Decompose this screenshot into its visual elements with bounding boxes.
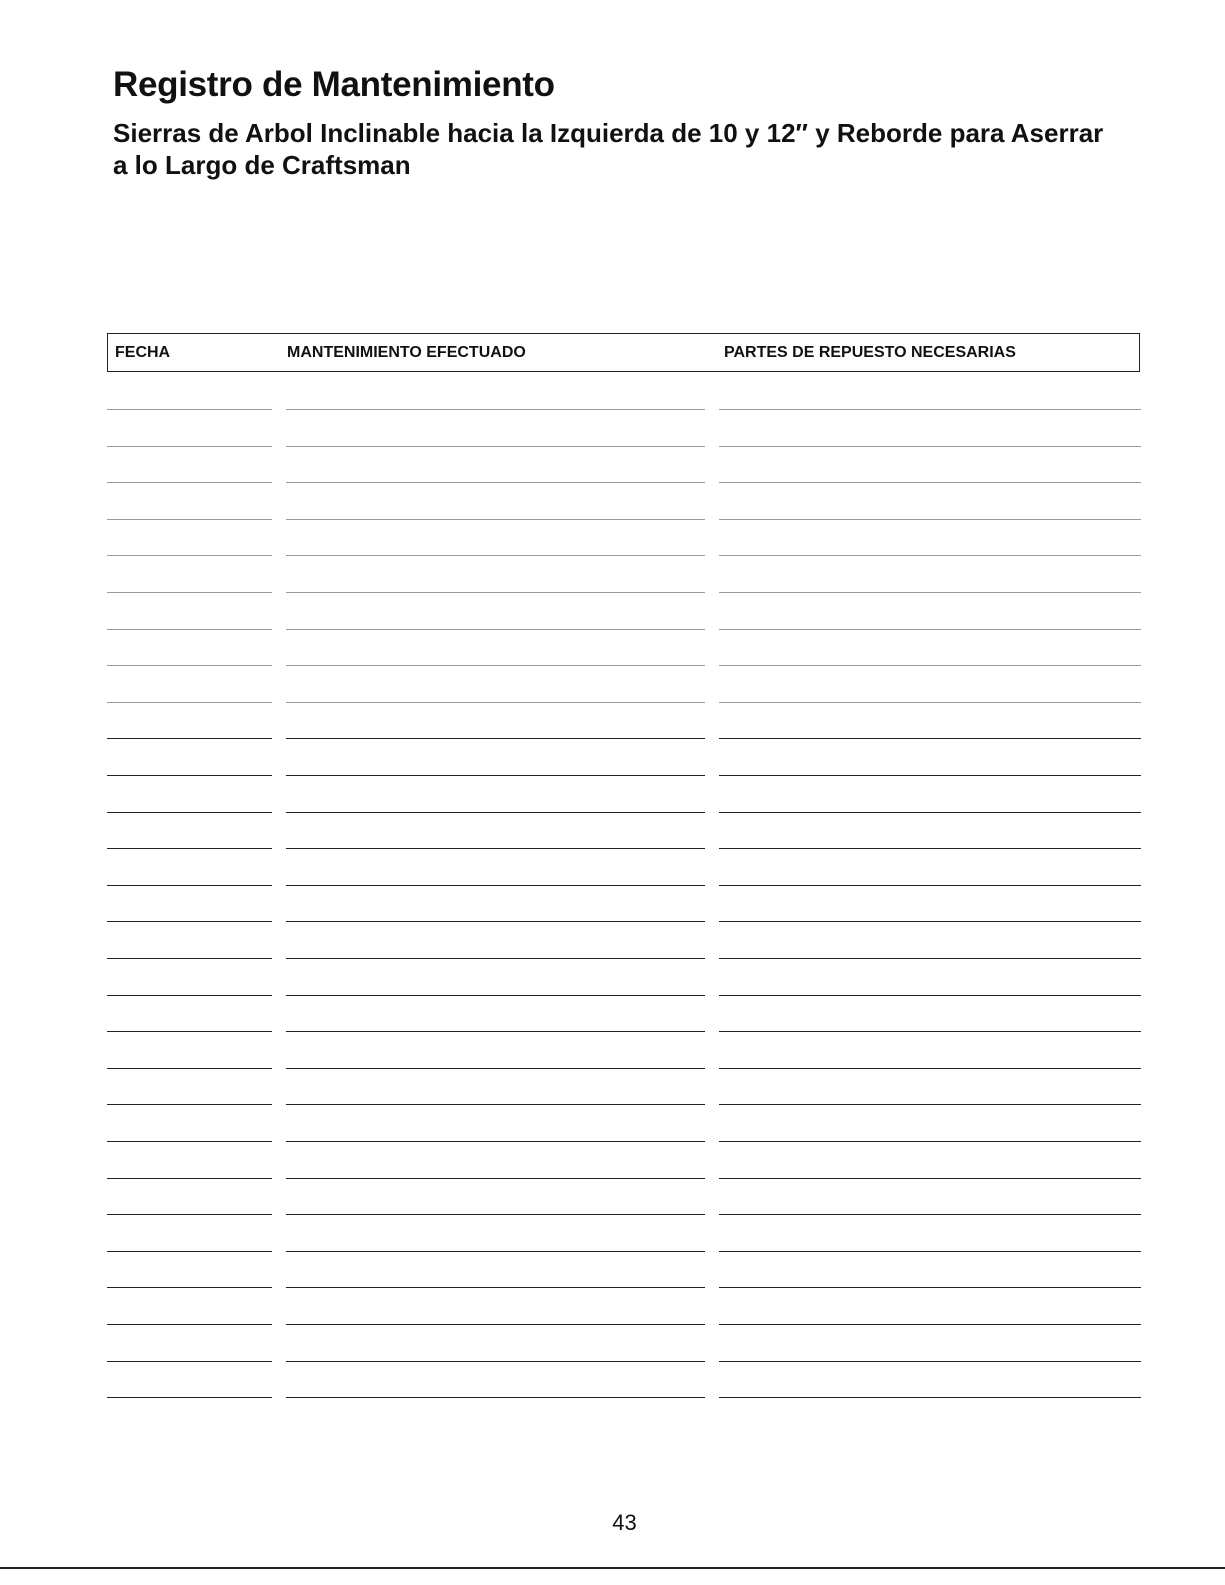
table-row: [0, 1031, 1225, 1032]
blank-field-partes: [719, 1287, 1141, 1288]
table-row: [0, 1214, 1225, 1215]
blank-field-fecha: [107, 812, 272, 813]
blank-field-partes: [719, 921, 1141, 922]
blank-field-mantenimiento: [286, 738, 705, 739]
blank-field-mantenimiento: [286, 1361, 705, 1362]
blank-field-fecha: [107, 1031, 272, 1032]
table-row: [0, 629, 1225, 630]
bottom-divider: [0, 1567, 1225, 1569]
blank-field-partes: [719, 1361, 1141, 1362]
blank-field-partes: [719, 1397, 1141, 1398]
table-row: [0, 1251, 1225, 1252]
blank-field-mantenimiento: [286, 482, 705, 483]
blank-field-partes: [719, 1251, 1141, 1252]
blank-field-partes: [719, 1141, 1141, 1142]
blank-field-mantenimiento: [286, 1214, 705, 1215]
blank-field-fecha: [107, 1251, 272, 1252]
column-header-partes: PARTES DE REPUESTO NECESARIAS: [724, 344, 1016, 361]
blank-field-partes: [719, 409, 1141, 410]
blank-field-partes: [719, 665, 1141, 666]
blank-field-fecha: [107, 1361, 272, 1362]
blank-field-mantenimiento: [286, 1287, 705, 1288]
blank-field-fecha: [107, 775, 272, 776]
blank-field-fecha: [107, 921, 272, 922]
blank-field-fecha: [107, 1287, 272, 1288]
blank-field-partes: [719, 775, 1141, 776]
table-row: [0, 1068, 1225, 1069]
blank-field-partes: [719, 958, 1141, 959]
blank-field-fecha: [107, 1324, 272, 1325]
blank-field-fecha: [107, 1397, 272, 1398]
blank-field-partes: [719, 995, 1141, 996]
blank-field-mantenimiento: [286, 1397, 705, 1398]
blank-field-mantenimiento: [286, 665, 705, 666]
blank-field-mantenimiento: [286, 592, 705, 593]
blank-field-mantenimiento: [286, 921, 705, 922]
table-row: [0, 812, 1225, 813]
table-row: [0, 519, 1225, 520]
blank-field-mantenimiento: [286, 702, 705, 703]
blank-field-partes: [719, 1178, 1141, 1179]
blank-field-fecha: [107, 629, 272, 630]
table-row: [0, 921, 1225, 922]
table-row: [0, 702, 1225, 703]
blank-field-mantenimiento: [286, 995, 705, 996]
table-row: [0, 592, 1225, 593]
column-header-fecha: FECHA: [115, 344, 171, 361]
blank-field-fecha: [107, 446, 272, 447]
blank-field-partes: [719, 848, 1141, 849]
blank-field-mantenimiento: [286, 629, 705, 630]
blank-field-partes: [719, 1104, 1141, 1105]
blank-field-fecha: [107, 1068, 272, 1069]
blank-field-partes: [719, 885, 1141, 886]
blank-field-fecha: [107, 555, 272, 556]
table-row: [0, 995, 1225, 996]
blank-field-mantenimiento: [286, 1141, 705, 1142]
blank-field-partes: [719, 1068, 1141, 1069]
table-row: [0, 482, 1225, 483]
blank-field-partes: [719, 592, 1141, 593]
blank-field-fecha: [107, 409, 272, 410]
table-row: [0, 1397, 1225, 1398]
blank-field-mantenimiento: [286, 1104, 705, 1105]
blank-field-partes: [719, 482, 1141, 483]
blank-field-fecha: [107, 519, 272, 520]
blank-field-mantenimiento: [286, 446, 705, 447]
table-row: [0, 1324, 1225, 1325]
blank-field-fecha: [107, 885, 272, 886]
blank-field-partes: [719, 446, 1141, 447]
blank-field-mantenimiento: [286, 519, 705, 520]
page-number: 43: [612, 1510, 637, 1535]
table-row: [0, 409, 1225, 410]
blank-field-mantenimiento: [286, 775, 705, 776]
blank-field-partes: [719, 702, 1141, 703]
table-row: [0, 665, 1225, 666]
blank-field-fecha: [107, 482, 272, 483]
blank-field-mantenimiento: [286, 1068, 705, 1069]
blank-field-fecha: [107, 848, 272, 849]
blank-field-fecha: [107, 1214, 272, 1215]
blank-field-partes: [719, 812, 1141, 813]
blank-field-fecha: [107, 592, 272, 593]
blank-field-mantenimiento: [286, 1031, 705, 1032]
blank-field-partes: [719, 629, 1141, 630]
blank-field-mantenimiento: [286, 1324, 705, 1325]
blank-field-fecha: [107, 1178, 272, 1179]
table-row: [0, 1178, 1225, 1179]
blank-field-fecha: [107, 995, 272, 996]
blank-field-mantenimiento: [286, 555, 705, 556]
blank-field-mantenimiento: [286, 409, 705, 410]
blank-field-partes: [719, 1324, 1141, 1325]
table-row: [0, 1141, 1225, 1142]
blank-field-partes: [719, 738, 1141, 739]
table-row: [0, 775, 1225, 776]
blank-field-fecha: [107, 702, 272, 703]
table-row: [0, 738, 1225, 739]
blank-field-fecha: [107, 958, 272, 959]
table-row: [0, 1361, 1225, 1362]
table-row: [0, 1104, 1225, 1105]
blank-field-partes: [719, 519, 1141, 520]
table-row: [0, 958, 1225, 959]
page-title: Registro de Mantenimiento: [113, 65, 555, 104]
blank-field-mantenimiento: [286, 1178, 705, 1179]
page-subtitle: Sierras de Arbol Inclinable hacia la Izquierda de 10 y 12″ y Reborde para Aserrar a lo Largo de Craftsman: [113, 118, 1104, 180]
blank-field-partes: [719, 1214, 1141, 1215]
blank-field-mantenimiento: [286, 1251, 705, 1252]
blank-field-mantenimiento: [286, 848, 705, 849]
table-row: [0, 555, 1225, 556]
blank-field-fecha: [107, 1104, 272, 1105]
blank-field-partes: [719, 1031, 1141, 1032]
blank-field-mantenimiento: [286, 885, 705, 886]
column-header-mantenimiento: MANTENIMIENTO EFECTUADO: [287, 344, 526, 361]
table-row: [0, 848, 1225, 849]
table-row: [0, 446, 1225, 447]
table-row: [0, 885, 1225, 886]
blank-field-fecha: [107, 1141, 272, 1142]
blank-field-mantenimiento: [286, 958, 705, 959]
blank-field-fecha: [107, 665, 272, 666]
table-row: [0, 1287, 1225, 1288]
blank-field-fecha: [107, 738, 272, 739]
blank-field-mantenimiento: [286, 812, 705, 813]
blank-field-partes: [719, 555, 1141, 556]
